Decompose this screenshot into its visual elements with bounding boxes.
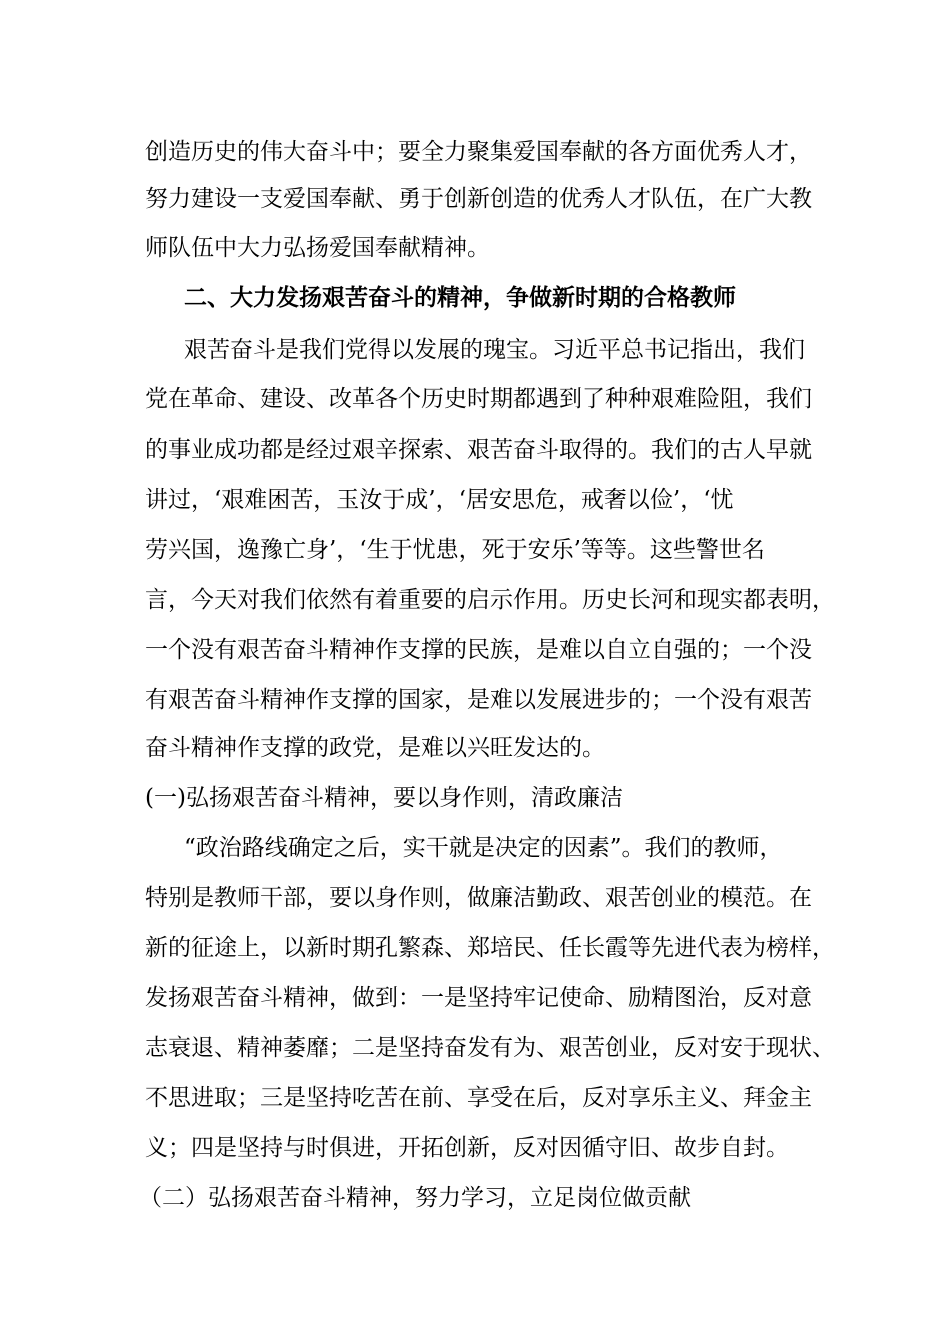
body-line-5: 艰苦奋斗是我们党得以发展的瑰宝。习近平总书记指出，我们 [184,337,805,363]
body-line-10: 言，今天对我们依然有着重要的启示作用。历史长河和现实都表明， [145,587,835,613]
body-line-19: 志衰退、精神萎靡；二是坚持奋发有为、艰苦创业，反对安于现状、 [145,1035,835,1061]
body-line-21: 义；四是坚持与时俱进，开拓创新，反对因循守旧、故步自封。 [145,1135,789,1161]
body-line-20: 不思进取；三是坚持吃苦在前、享受在后，反对享乐主义、拜金主 [145,1085,812,1111]
body-line-15: “政治路线确定之后，实干就是决定的因素”。我们的教师， [184,835,783,861]
body-line-18: 发扬艰苦奋斗精神，做到：一是坚持牢记使命、励精图治，反对意 [145,985,812,1011]
body-line-11: 一个没有艰苦奋斗精神作支撑的民族，是难以自立自强的；一个没 [145,637,812,663]
subsection-heading-1: (一)弘扬艰苦奋斗精神，要以身作则，清政廉洁 [145,785,623,811]
body-line-16: 特别是教师干部，要以身作则，做廉洁勤政、艰苦创业的模范。在 [145,885,812,911]
body-line-13: 奋斗精神作支撑的政党，是难以兴旺发达的。 [145,735,605,761]
body-line-12: 有艰苦奋斗精神作支撑的国家，是难以发展进步的；一个没有艰苦 [145,687,812,713]
body-line-8: 讲过，‘艰难困苦，玉汝于成’，‘居安思危，戒奢以俭’，‘忧 [145,487,734,513]
body-line-7: 的事业成功都是经过艰辛探索、艰苦奋斗取得的。我们的古人早就 [145,437,812,463]
body-line-17: 新的征途上，以新时期孔繁森、郑培民、任长霞等先进代表为榜样， [145,935,835,961]
body-line-3: 师队伍中大力弘扬爱国奉献精神。 [145,235,490,261]
body-line-1: 创造历史的伟大奋斗中；要全力聚集爱国奉献的各方面优秀人才， [145,139,812,165]
subsection-heading-2: （二）弘扬艰苦奋斗精神，努力学习，立足岗位做贡献 [139,1185,691,1211]
body-line-6: 党在革命、建设、改革各个历史时期都遇到了种种艰难险阻，我们 [145,386,812,412]
body-line-2: 努力建设一支爱国奉献、勇于创新创造的优秀人才队伍，在广大教 [145,186,812,212]
section-heading: 二、大力发扬艰苦奋斗的精神，争做新时期的合格教师 [184,284,736,311]
body-line-9: 劳兴国，逸豫亡身’，‘生于忧患，死于安乐’等等。这些警世名 [145,537,765,563]
